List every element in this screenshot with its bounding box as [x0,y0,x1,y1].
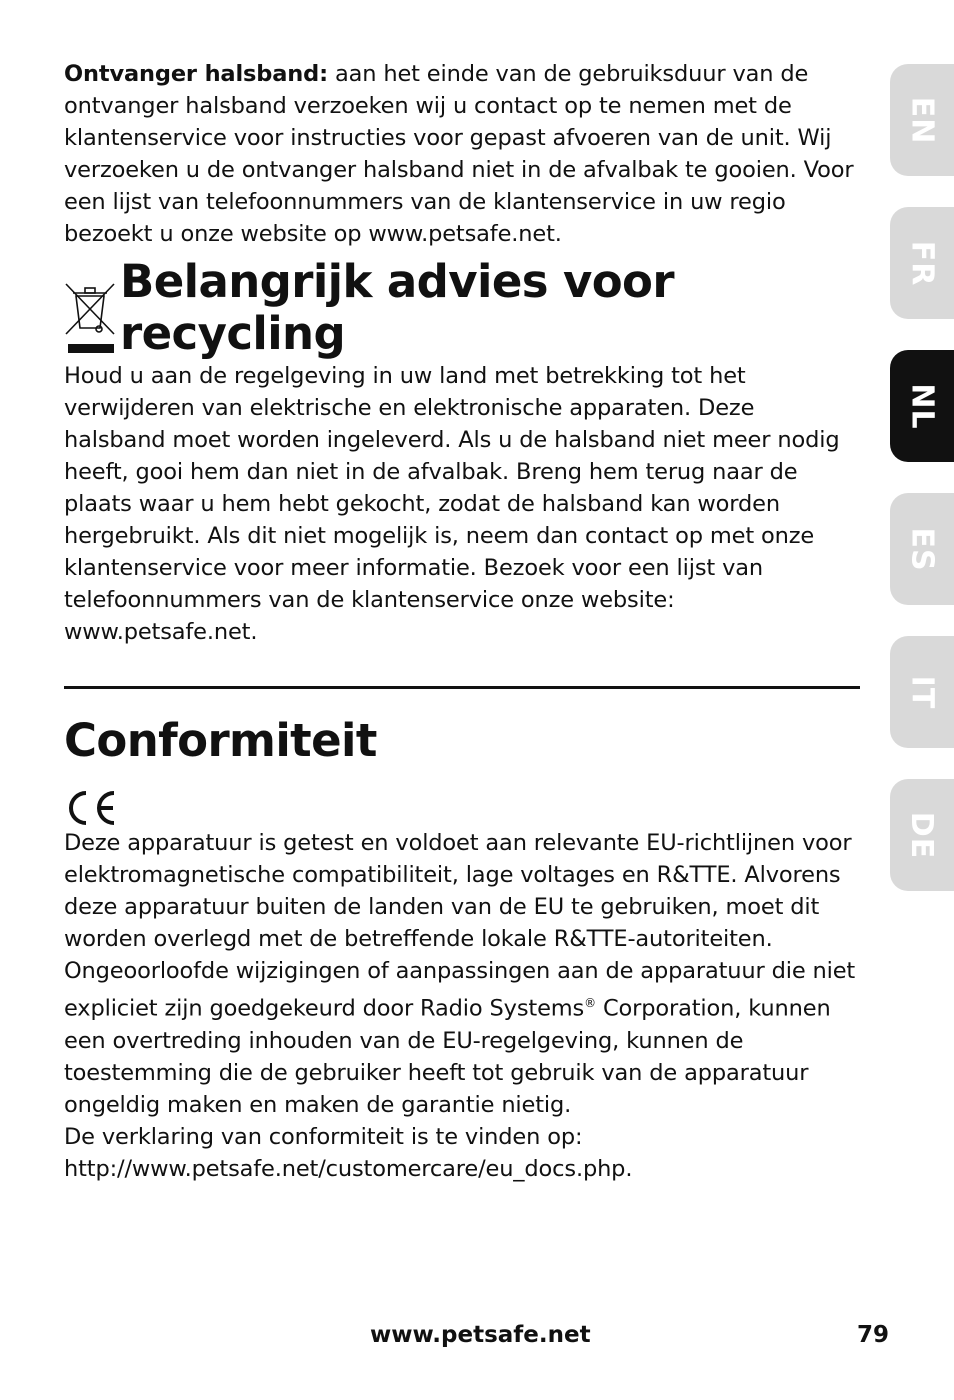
section-divider [64,686,860,689]
recycling-title: Belangrijk advies voor recycling [120,255,674,360]
declaration-paragraph [64,1121,860,1185]
ce-mark-icon [64,789,118,827]
footer-url[interactable]: www.petsafe.net [370,1322,591,1348]
crossed-out-wheelie-bin-icon [64,282,118,360]
receiver-text: aan het einde van de gebruiksduur van de ontvanger halsband verzoeken wij u contact op te nemen met de klantenservice voor instructies voor gepast afvoeren van de unit. Wij verzoeken u de ontvanger halsband niet in de afvalbak te gooien. Voor een lijst van telefoonnummers van de klantenservice in uw regio bezoekt u onze website op www.petsafe.net. [64,61,854,247]
tab-it[interactable] [890,636,954,748]
page-number: 79 [857,1322,890,1348]
tab-en-label: EN [904,96,940,144]
tab-fr[interactable] [890,207,954,319]
conformity-paragraph [64,827,860,1121]
tab-it-label: IT [904,675,940,709]
recycling-header [64,255,860,360]
tab-en[interactable] [890,64,954,176]
conformity-text-part2: Corporation, kunnen een overtreding inhouden van de EU-regelgeving, kunnen de toestemming die de gebruiker heeft tot gebruik van de apparatuur ongeldig maken en maken de garantie nietig. [64,995,831,1118]
conformity-text-part1: Deze apparatuur is getest en voldoet aan relevante EU-richtlijnen voor elektromagnetische compatibiliteit, lage voltages en R&TTE. Alvorens deze apparatuur buiten de landen van de EU te gebruiken, moet dit worden overlegd met de betreffende lokale R&TTE-autoriteiten. Ongeoorloofde wijzigingen of aanpassingen aan de apparatuur die niet expliciet zijn goedgekeurd door Radio Systems [64,830,856,1022]
page-content [64,58,860,1185]
tab-es[interactable] [890,493,954,605]
receiver-paragraph [64,58,860,250]
tab-nl[interactable] [890,350,954,462]
tab-de-label: DE [904,811,940,859]
conformity-title: Conformiteit [64,714,377,767]
tab-es-label: ES [904,526,940,572]
receiver-lead: Ontvanger halsband: [64,61,328,87]
tab-de[interactable] [890,779,954,891]
declaration-url[interactable]: http://www.petsafe.net/customercare/eu_docs.php. [64,1155,633,1182]
registered-mark: ® [584,996,596,1010]
tab-nl-label: NL [904,382,940,430]
tab-fr-label: FR [904,240,940,286]
recycling-paragraph: Houd u aan de regelgeving in uw land met betrekking tot het verwijderen van elektrische en elektronische apparaten. Deze halsband moet worden ingeleverd. Als u de halsband niet meer nodig heeft, gooi hem dan niet in de afvalbak. Breng hem terug naar de plaats waar u hem hebt gekocht, zodat de halsband kan worden hergebruikt. Als dit niet mogelijk is, neem dan contact op met onze klantenservice voor meer informatie. Bezoek voor een lijst van telefoonnummers van de klantenservice onze website: www.petsafe.net. [64,363,840,645]
declaration-line1: De verklaring van conformiteit is te vinden op: [64,1123,583,1150]
